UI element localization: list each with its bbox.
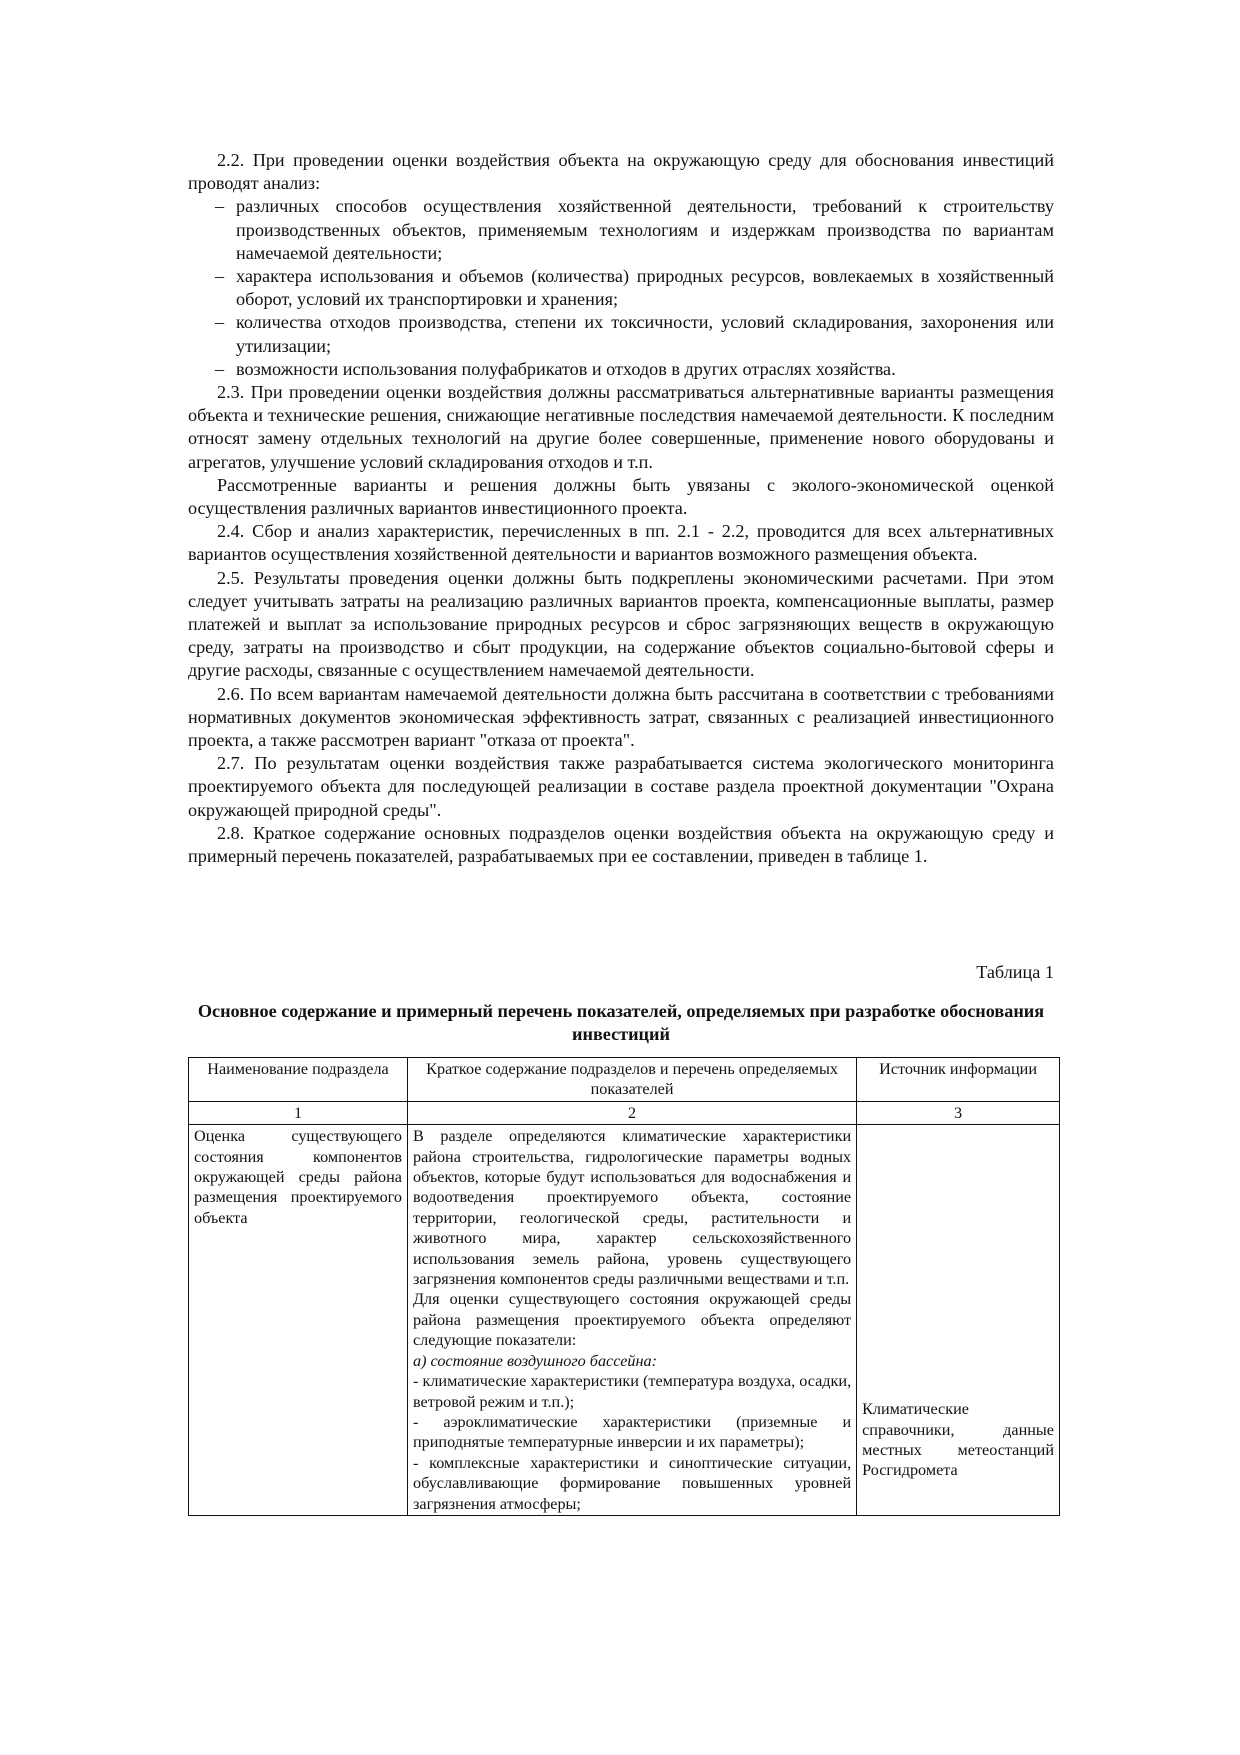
header-content: Краткое содержание подразделов и перечень определяемых показателей [408,1058,857,1102]
dash-bullet: – [215,312,225,333]
list-item [188,358,1054,381]
subsection-name-cell: Оценка существующего состояния компонентов окружающей среды района размещения проектируемого объекта [189,1125,408,1516]
column-number-3: 3 [857,1101,1060,1124]
paragraph-2-8: 2.8. Краткое содержание основных подразделов оценки воздействия объекта на окружающую среду и примерный перечень показателей, разрабатываемых при ее составлении, приведен в таблице 1. [188,822,1054,867]
content-paragraph: - аэроклиматические характеристики (приземные и приподнятые температурные инверсии и их параметры); [413,1412,852,1452]
paragraph-2-6: 2.6. По всем вариантам намечаемой деятельности должна быть рассчитана в соответствии с требованиями нормативных документов экономическая эффективность затрат, связанных с реализацией инвестиционного проекта, а также рассмотрен вариант "отказа от проекта". [188,683,1054,751]
paragraph-2-3: 2.3. При проведении оценки воздействия должны рассматриваться альтернативные варианты размещения объекта и технические решения, снижающие негативные последствия намечаемой деятельности. К последним относят замену отдельных технологий на другие более совершенные, применение нового оборудованы и агрегатов, улучшение условий складирования отходов и т.п. [188,382,1054,472]
content-paragraph: В разделе определяются климатические характеристики района строительства, гидрологические параметры водных объектов, которые будут использоваться для водоснабжения и водоотведения проектируемого объекта, состояние территории, геологической среды, растительности и животного мира, характер сельскохозяйственного использования земель района, уровень существующего загрязнения компонентов среды различными веществами и т.п. [413,1127,852,1289]
list-item [188,311,1054,357]
paragraph-2-2-intro: 2.2. При проведении оценки воздействия объекта на окружающую среду для обоснования инвестиций проводят анализ: [188,150,1054,194]
column-number-2: 2 [408,1101,857,1124]
list-item [188,265,1054,311]
content-paragraph: - климатические характеристики (температура воздуха, осадки, ветровой режим и т.п.); [413,1372,852,1411]
list-item-text: различных способов осуществления хозяйственной деятельности, требований к строительству производственных объектов, применяемым технологиям и издержкам производства по вариантам намечаемой деятельности; [236,196,1054,263]
list-item [188,195,1054,265]
table-title: Основное содержание и примерный перечень показателей, определяемых при разработке обоснования инвестиций [197,1001,1045,1044]
header-subsection-name: Наименование подраздела [189,1058,408,1102]
indicators-table [188,1057,1060,1516]
dash-bullet: – [215,266,225,287]
table-row [189,1125,1060,1516]
header-source: Источник информации [857,1058,1060,1102]
paragraph-2-3-continued: Рассмотренные варианты и решения должны быть увязаны с эколого-экономической оценкой осуществления различных вариантов инвестиционного проекта. [188,474,1054,519]
source-text: Климатические справочники, данные местных метеостанций Росгидромета [862,1400,1054,1480]
content-paragraph: - комплексные характеристики и синоптические ситуации, обуславливающие формирование повышенных уровней загрязнения атмосферы; [413,1453,852,1513]
source-cell [857,1125,1060,1516]
list-item-text: возможности использования полуфабрикатов и отходов в других отраслях хозяйства. [236,358,896,379]
content-subheading: а) состояние воздушного бассейна: [413,1351,657,1370]
column-number-1: 1 [189,1101,408,1124]
list-item-text: характера использования и объемов (количества) природных ресурсов, вовлекаемых в хозяйственный оборот, условий их транспортировки и хранения; [236,266,1054,310]
table-label: Таблица 1 [976,962,1054,982]
dash-bullet: – [215,358,225,379]
content-paragraph: Для оценки существующего состояния окружающей среды района размещения проектируемого объекта определяют следующие показатели: [413,1290,852,1350]
content-cell [408,1125,857,1516]
paragraph-2-7: 2.7. По результатам оценки воздействия также разрабатывается система экологического мониторинга проектируемого объекта для последующей реализации в составе раздела проектной документации "Охрана окружающей природной среды". [188,753,1054,820]
list-item-text: количества отходов производства, степени их токсичности, условий складирования, захоронения или утилизации; [236,312,1054,356]
paragraph-2-4: 2.4. Сбор и анализ характеристик, перечисленных в пп. 2.1 - 2.2, проводится для всех альтернативных вариантов осуществления хозяйственной деятельности и вариантов возможного размещения объекта. [188,521,1054,565]
table-header-row [189,1058,1060,1102]
paragraph-2-5: 2.5. Результаты проведения оценки должны быть подкреплены экономическими расчетами. При этом следует учитывать затраты на реализацию различных вариантов проекта, компенсационные выплаты, размер платежей и выплат за использование природных ресурсов и сброс загрязняющих веществ в окружающую среду, затраты на производство и сбыт продукции, на содержание объектов социально-бытовой сферы и другие расходы, связанные с осуществлением намечаемой деятельности. [188,567,1054,681]
source-spacer [862,1126,1054,1399]
analysis-list [188,195,1054,381]
dash-bullet: – [215,196,225,217]
table-number-row [189,1101,1060,1124]
body-text [188,149,1054,868]
